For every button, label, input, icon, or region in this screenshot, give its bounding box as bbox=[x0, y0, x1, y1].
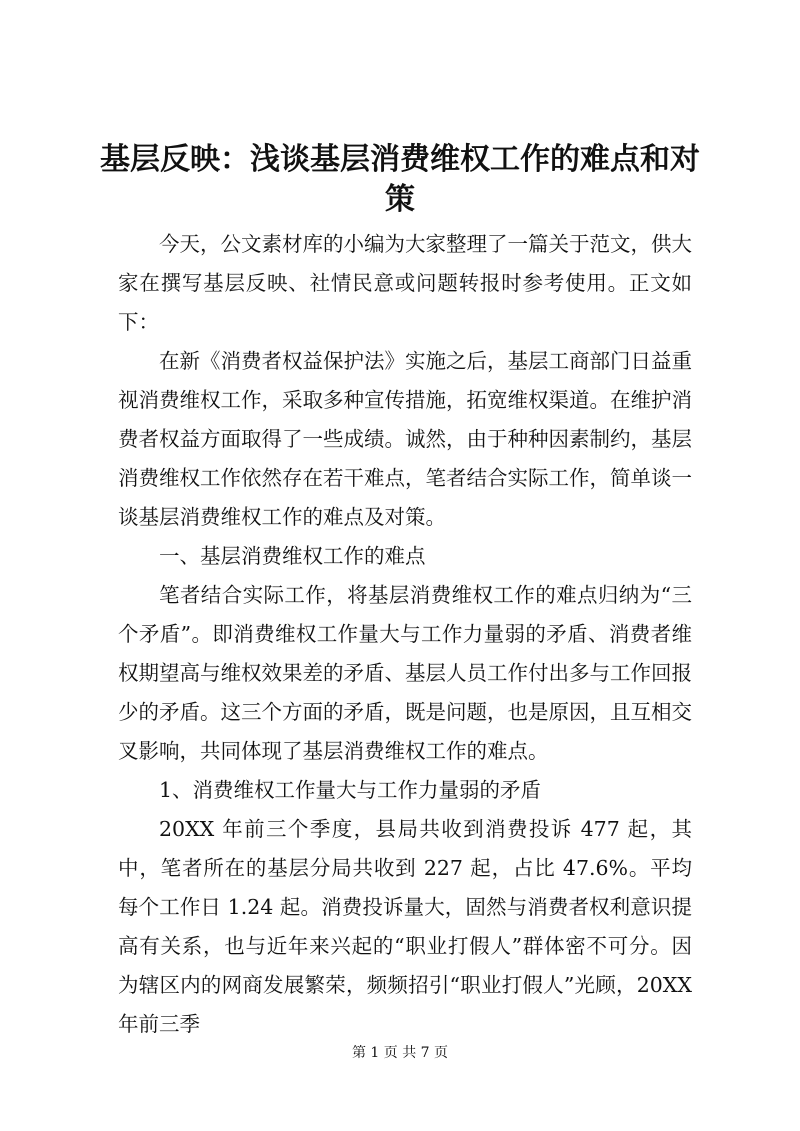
section-heading-difficulties: 一、基层消费维权工作的难点 bbox=[159, 544, 426, 568]
paragraph-three-contradictions: 笔者结合实际工作，将基层消费维权工作的难点归纳为“三个矛盾”。即消费维权工作量大与工作力量弱的矛盾、消费者维权期望高与维权效果差的矛盾、基层人员工作付出多与工作回报少的矛盾。这三个方面的矛盾，既是问题，也是原因，且互相交叉影响，共同体现了基层消费维权工作的难点。 bbox=[118, 583, 692, 763]
subsection-heading-workload: 1、消费维权工作量大与工作力量弱的矛盾 bbox=[159, 778, 542, 802]
paragraph-intro: 今天，公文素材库的小编为大家整理了一篇关于范文，供大家在撰写基层反映、社情民意或问题转报时参考使用。正文如下： bbox=[118, 232, 692, 334]
document-body bbox=[118, 225, 692, 1044]
document-title: 基层反映：浅谈基层消费维权工作的难点和对策 bbox=[100, 142, 700, 217]
paragraph-background: 在新《消费者权益保护法》实施之后，基层工商部门日益重视消费维权工作，采取多种宣传措施，拓宽维权渠道。在维护消费者权益方面取得了一些成绩。诚然，由于种种因素制约，基层消费维权工作依然存在若干难点，笔者结合实际工作，简单谈一谈基层消费维权工作的难点及对策。 bbox=[118, 349, 692, 529]
paragraph-statistics: 20XX 年前三个季度，县局共收到消费投诉 477 起，其中，笔者所在的基层分局共收到 227 起，占比 47.6%。平均每个工作日 1.24 起。消费投诉量大，固然与消费者权利意识提高有关系，也与近年来兴起的“职业打假人”群体密不可分。因为辖区内的网商发展繁荣，频频招引“职业打假人”光顾，20XX 年前三季 bbox=[118, 817, 692, 1036]
page-footer: 第 1 页 共 7 页 bbox=[351, 1045, 449, 1061]
